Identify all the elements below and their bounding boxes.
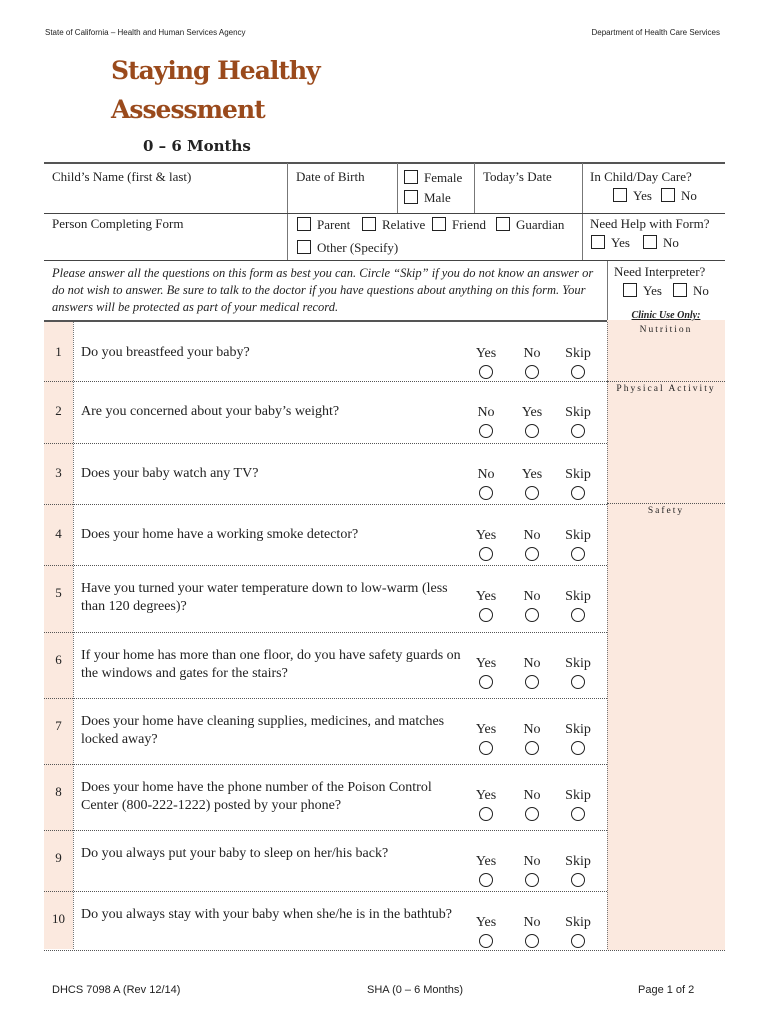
answer-radio-circle[interactable]: [571, 675, 585, 689]
form-number: DHCS 7098 A (Rev 12/14): [52, 984, 181, 996]
answer-radio-circle[interactable]: [525, 608, 539, 622]
answer-radio-circle[interactable]: [525, 873, 539, 887]
question-number: 6: [55, 652, 62, 667]
row-divider: [44, 504, 607, 505]
day-care-no-checkbox[interactable]: [661, 188, 675, 202]
divider: [474, 163, 475, 213]
help-yes-checkbox[interactable]: [591, 235, 605, 249]
answer-option-label: Yes: [475, 589, 497, 604]
divider: [287, 213, 288, 260]
row-divider: [44, 950, 725, 951]
question-text: Does your home have a working smoke detector?: [81, 527, 359, 542]
help-yes[interactable]: Yes: [591, 235, 630, 251]
department-header: Department of Health Care Services: [591, 28, 720, 37]
page-number: Page 1 of 2: [638, 984, 695, 996]
male-option[interactable]: Male: [404, 190, 451, 206]
answer-option-label: Skip: [565, 656, 591, 671]
question-number: 5: [55, 585, 62, 600]
person-completing-label: Person Completing Form: [52, 216, 184, 231]
answer-radio-circle[interactable]: [479, 486, 493, 500]
relative-checkbox[interactable]: [362, 217, 376, 231]
answer-option-label: No: [523, 346, 541, 361]
relative-option[interactable]: Relative: [362, 217, 425, 233]
child-name-label: Child’s Name (first & last): [52, 169, 192, 184]
answer-radio-circle[interactable]: [479, 365, 493, 379]
interpreter-yes[interactable]: Yes: [623, 283, 662, 299]
clinic-divider: [607, 322, 608, 949]
question-text: Do you always put your baby to sleep on her/his back?: [81, 846, 389, 861]
answer-option-label: No: [523, 722, 541, 737]
answer-radio-circle[interactable]: [571, 934, 585, 948]
question-text: Does your baby watch any TV?: [81, 466, 259, 481]
answer-option-label: Skip: [565, 788, 591, 803]
row-divider: [44, 698, 607, 699]
form-rule: [44, 213, 725, 214]
answer-radio-circle[interactable]: [479, 934, 493, 948]
answer-option-label: Skip: [565, 854, 591, 869]
row-divider: [44, 830, 607, 831]
divider: [397, 163, 398, 213]
answer-option-label: No: [523, 656, 541, 671]
answer-option-label: Skip: [565, 589, 591, 604]
answer-radio-circle[interactable]: [571, 365, 585, 379]
row-divider: [44, 565, 607, 566]
answer-radio-circle[interactable]: [571, 807, 585, 821]
clinic-use-column: [607, 320, 725, 950]
answer-radio-circle[interactable]: [571, 608, 585, 622]
question-text: Do you breastfeed your baby?: [81, 345, 250, 360]
answer-option-label: No: [523, 589, 541, 604]
question-number: 9: [55, 850, 62, 865]
answer-option-label: Yes: [475, 854, 497, 869]
help-no[interactable]: No: [643, 235, 679, 251]
row-divider: [44, 891, 607, 892]
answer-option-label: Skip: [565, 915, 591, 930]
need-help-label: Need Help with Form?: [590, 216, 710, 231]
question-number: 3: [55, 465, 62, 480]
parent-option[interactable]: Parent: [297, 217, 350, 233]
form-top-rule: [44, 162, 725, 164]
answer-option-label: No: [477, 467, 495, 482]
physical-activity-label: Physical Activity: [616, 384, 716, 394]
answer-option-label: Yes: [521, 405, 543, 420]
questions-top-rule: [44, 320, 607, 322]
male-checkbox[interactable]: [404, 190, 418, 204]
help-no-checkbox[interactable]: [643, 235, 657, 249]
answer-radio-circle[interactable]: [525, 486, 539, 500]
answer-option-label: No: [477, 405, 495, 420]
row-divider: [44, 764, 607, 765]
answer-radio-circle[interactable]: [479, 873, 493, 887]
row-divider: [44, 632, 607, 633]
other-option[interactable]: Other (Specify): [297, 240, 398, 256]
answer-radio-circle[interactable]: [571, 873, 585, 887]
question-text: Have you turned your water temperature down to low-warm (less than 120 degrees)?: [81, 581, 448, 614]
other-checkbox[interactable]: [297, 240, 311, 254]
answer-radio-circle[interactable]: [479, 741, 493, 755]
agency-header: State of California – Health and Human Services Agency: [45, 28, 246, 37]
female-checkbox[interactable]: [404, 170, 418, 184]
answer-option-label: Skip: [565, 405, 591, 420]
section-divider: [607, 503, 725, 504]
female-option[interactable]: Female: [404, 170, 462, 186]
answer-radio-circle[interactable]: [525, 675, 539, 689]
form-subtitle: SHA (0 – 6 Months): [367, 984, 463, 996]
row-divider: [44, 443, 607, 444]
answer-radio-circle[interactable]: [479, 547, 493, 561]
answer-radio-circle[interactable]: [571, 486, 585, 500]
need-interpreter-label: Need Interpreter?: [614, 264, 706, 279]
divider: [287, 163, 288, 213]
dob-label: Date of Birth: [296, 169, 365, 184]
interpreter-no[interactable]: No: [673, 283, 709, 299]
answer-option-label: No: [523, 528, 541, 543]
interpreter-yes-checkbox[interactable]: [623, 283, 637, 297]
answer-radio-circle[interactable]: [525, 934, 539, 948]
friend-option[interactable]: Friend: [432, 217, 486, 233]
question-text: Does your home have the phone number of the Poison Control Center (800-222-1222) posted by your phone?: [81, 780, 432, 813]
answer-radio-circle[interactable]: [571, 424, 585, 438]
answer-option-label: Skip: [565, 528, 591, 543]
row-divider: [44, 381, 607, 382]
answer-radio-circle[interactable]: [525, 547, 539, 561]
page-title-line2: Assessment: [111, 95, 265, 124]
answer-radio-circle[interactable]: [525, 741, 539, 755]
answer-option-label: Yes: [475, 722, 497, 737]
answer-option-label: Skip: [565, 467, 591, 482]
answer-option-label: Yes: [475, 788, 497, 803]
question-text: Are you concerned about your baby’s weight?: [81, 404, 340, 419]
interpreter-no-checkbox[interactable]: [673, 283, 687, 297]
friend-checkbox[interactable]: [432, 217, 446, 231]
question-number: 7: [55, 718, 62, 733]
number-divider: [73, 322, 74, 949]
question-text: Do you always stay with your baby when she/he is in the bathtub?: [81, 907, 452, 922]
answer-option-label: No: [523, 854, 541, 869]
answer-option-label: Yes: [475, 346, 497, 361]
answer-radio-circle[interactable]: [571, 741, 585, 755]
safety-label: Safety: [647, 506, 685, 516]
question-text: If your home has more than one floor, do you have safety guards on the windows and gates for the stairs?: [81, 648, 461, 681]
answer-option-label: Skip: [565, 346, 591, 361]
day-care-yes[interactable]: Yes: [613, 188, 652, 204]
answer-option-label: Yes: [521, 467, 543, 482]
section-divider: [607, 381, 725, 382]
answer-radio-circle[interactable]: [479, 807, 493, 821]
form-rule: [44, 260, 725, 261]
answer-option-label: Skip: [565, 722, 591, 737]
day-care-yes-checkbox[interactable]: [613, 188, 627, 202]
question-text: Does your home have cleaning supplies, medicines, and matches locked away?: [81, 714, 445, 747]
nutrition-label: Nutrition: [639, 325, 693, 335]
page-title: Staying Healthy: [111, 56, 320, 85]
question-number: 2: [55, 403, 62, 418]
answer-radio-circle[interactable]: [525, 424, 539, 438]
answer-radio-circle[interactable]: [479, 424, 493, 438]
answer-radio-circle[interactable]: [479, 675, 493, 689]
answer-radio-circle[interactable]: [525, 807, 539, 821]
age-range: 0 – 6 Months: [143, 137, 251, 155]
answer-option-label: No: [523, 788, 541, 803]
guardian-checkbox[interactable]: [496, 217, 510, 231]
answer-option-label: Yes: [475, 528, 497, 543]
question-number: 8: [55, 784, 62, 799]
answer-radio-circle[interactable]: [571, 547, 585, 561]
guardian-option[interactable]: Guardian: [496, 217, 564, 233]
instructions: Please answer all the questions on this form as best you can. Circle “Skip” if you do not know an answer or do not wish to answer. Be sure to talk to the doctor if you have questions about anything on this form. Your answers will be protected as part of your medical record.: [52, 266, 594, 314]
divider: [582, 163, 583, 260]
answer-option-label: Yes: [475, 656, 497, 671]
day-care-no[interactable]: No: [661, 188, 697, 204]
answer-radio-circle[interactable]: [479, 608, 493, 622]
question-number: 4: [55, 526, 62, 541]
todays-date-label: Today’s Date: [483, 169, 552, 184]
parent-checkbox[interactable]: [297, 217, 311, 231]
question-number: 10: [52, 911, 65, 926]
day-care-label: In Child/Day Care?: [590, 169, 692, 184]
question-number: 1: [55, 344, 62, 359]
answer-option-label: No: [523, 915, 541, 930]
answer-radio-circle[interactable]: [525, 365, 539, 379]
answer-option-label: Yes: [475, 915, 497, 930]
clinic-use-heading: Clinic Use Only:: [631, 310, 701, 321]
